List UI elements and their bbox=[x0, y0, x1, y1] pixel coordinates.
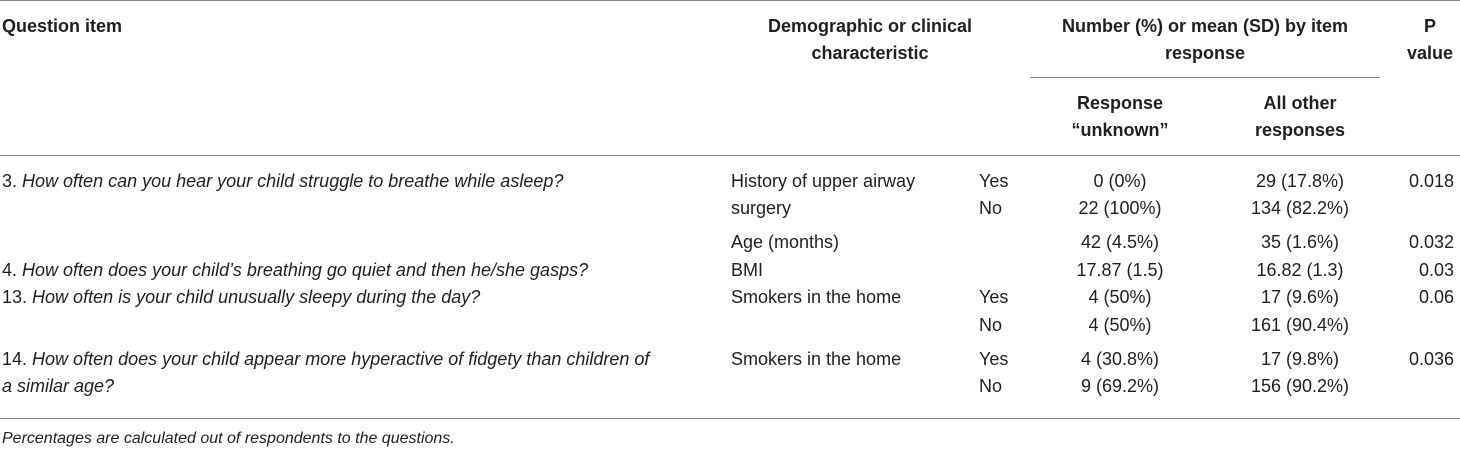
question-13 bbox=[2, 284, 480, 311]
header-unknown-line1: Response bbox=[1076, 93, 1164, 113]
p-value: 0.032 bbox=[1408, 232, 1454, 252]
header-demographic-line2: characteristic bbox=[811, 43, 929, 63]
level-yes: Yes bbox=[979, 171, 1009, 191]
other-value: 134 (82.2%) bbox=[1250, 198, 1350, 218]
question-3 bbox=[2, 168, 563, 195]
characteristic: Age (months) bbox=[731, 232, 840, 252]
characteristic: BMI bbox=[731, 260, 764, 280]
level-no: No bbox=[979, 198, 1003, 218]
question-text: How often is your child unusually sleepy during the day? bbox=[32, 287, 481, 307]
p-value: 0.036 bbox=[1408, 349, 1454, 369]
unknown-value: 17.87 (1.5) bbox=[1076, 260, 1164, 280]
level-no: No bbox=[979, 376, 1003, 396]
header-unknown-line2: “unknown” bbox=[1071, 120, 1169, 140]
unknown-value: 4 (30.8%) bbox=[1080, 349, 1160, 369]
p-value: 0.018 bbox=[1408, 171, 1454, 191]
characteristic: Smokers in the home bbox=[731, 287, 902, 307]
question-text: How often does your child’s breathing go quiet and then he/she gasps? bbox=[22, 260, 589, 280]
level-yes: Yes bbox=[979, 287, 1009, 307]
header-number-line2: response bbox=[1164, 43, 1246, 63]
other-value: 29 (17.8%) bbox=[1255, 171, 1345, 191]
unknown-value: 4 (50%) bbox=[1088, 315, 1152, 335]
question-number: 14. bbox=[2, 349, 28, 369]
unknown-value: 4 (50%) bbox=[1088, 287, 1152, 307]
question-text-line2: a similar age? bbox=[2, 376, 115, 396]
question-number: 13. bbox=[2, 287, 28, 307]
question-number: 4. bbox=[2, 260, 18, 280]
question-14 bbox=[2, 346, 649, 373]
header-p-line1: P bbox=[1423, 16, 1436, 36]
header-question-item: Question item bbox=[2, 16, 123, 36]
characteristic: Smokers in the home bbox=[731, 349, 902, 369]
header-other-line1: All other bbox=[1263, 93, 1337, 113]
other-value: 161 (90.4%) bbox=[1250, 315, 1350, 335]
characteristic-line2: surgery bbox=[731, 198, 792, 218]
question-number: 3. bbox=[2, 171, 18, 191]
other-value: 17 (9.8%) bbox=[1260, 349, 1340, 369]
p-value: 0.06 bbox=[1418, 287, 1454, 307]
header-sub-rule bbox=[1030, 77, 1380, 78]
unknown-value: 42 (4.5%) bbox=[1080, 232, 1160, 252]
question-text-line1: How often does your child appear more hyperactive of fidgety than children of bbox=[32, 349, 650, 369]
characteristic-line1: History of upper airway bbox=[731, 171, 916, 191]
question-text: How often can you hear your child struggle to breathe while asleep? bbox=[22, 171, 564, 191]
unknown-value: 0 (0%) bbox=[1093, 171, 1147, 191]
table-bottom-rule bbox=[0, 418, 1460, 419]
level-yes: Yes bbox=[979, 349, 1009, 369]
other-value: 156 (90.2%) bbox=[1250, 376, 1350, 396]
p-value: 0.03 bbox=[1418, 260, 1454, 280]
header-demographic-line1: Demographic or clinical bbox=[767, 16, 973, 36]
table-top-rule bbox=[0, 0, 1460, 1]
other-value: 35 (1.6%) bbox=[1260, 232, 1340, 252]
question-4 bbox=[2, 257, 588, 284]
header-number-line1: Number (%) or mean (SD) by item bbox=[1061, 16, 1349, 36]
header-p-line2: value bbox=[1406, 43, 1454, 63]
other-value: 16.82 (1.3) bbox=[1256, 260, 1344, 280]
table-footnote: Percentages are calculated out of respondents to the questions. bbox=[2, 430, 455, 447]
header-bottom-rule bbox=[0, 155, 1460, 156]
other-value: 17 (9.6%) bbox=[1260, 287, 1340, 307]
header-other-line2: responses bbox=[1254, 120, 1346, 140]
unknown-value: 9 (69.2%) bbox=[1080, 376, 1160, 396]
unknown-value: 22 (100%) bbox=[1078, 198, 1162, 218]
level-no: No bbox=[979, 315, 1003, 335]
